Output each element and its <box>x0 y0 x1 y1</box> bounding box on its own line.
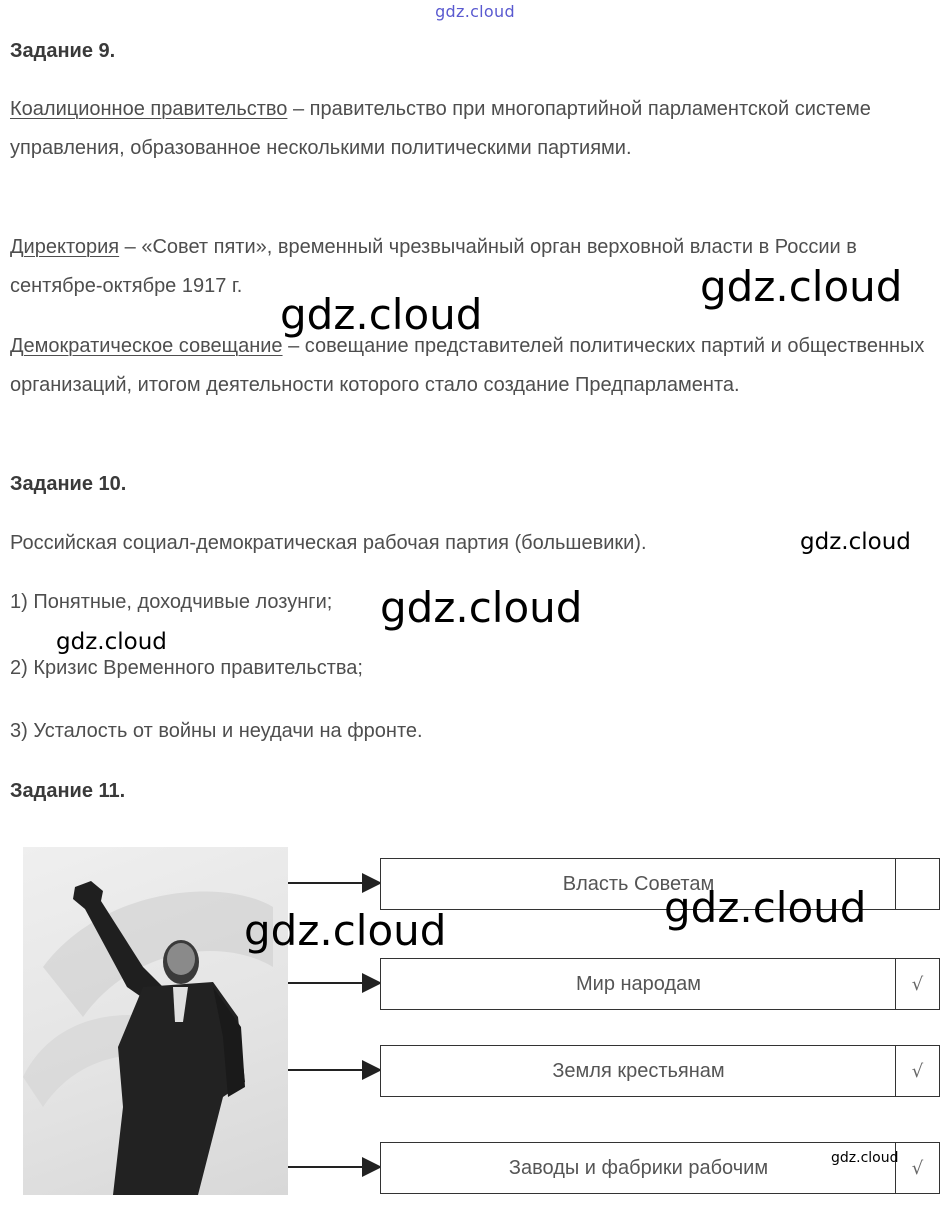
reason-item: 2) Кризис Временного правительства; <box>10 657 363 679</box>
slogan-label: Власть Советам <box>562 872 715 895</box>
watermark: gdz.cloud <box>800 529 911 555</box>
term-directory: Директория <box>10 236 120 258</box>
slogan-label: Заводы и фабрики рабочим <box>508 1156 769 1179</box>
party-answer: Российская социал-демократическая рабочая партия (большевики). <box>10 532 647 554</box>
reason-item: 3) Усталость от войны и неудачи на фронте. <box>10 720 423 742</box>
watermark: gdz.cloud <box>664 883 867 932</box>
task-9-title: Задание 9. <box>10 40 116 62</box>
watermark: gdz.cloud <box>380 583 583 632</box>
slogan-row <box>380 958 940 1010</box>
slogan-label: Мир народам <box>575 972 702 995</box>
lenin-photo <box>23 847 288 1195</box>
watermark: gdz.cloud <box>700 262 903 311</box>
check-mark: √ <box>895 959 939 1009</box>
definition-text: – совещание представителей политических партий и общественных организаций, итогом деятельности которого стало создание Предпарламента. <box>10 335 925 396</box>
task-10-title: Задание 10. <box>10 473 127 495</box>
speaker-silhouette <box>23 847 288 1195</box>
task-11-title: Задание 11. <box>10 780 126 802</box>
watermark: gdz.cloud <box>56 629 167 655</box>
definition-text: – правительство при многопартийной парламентской системе управления, образованное несколькими политическими партиями. <box>10 98 871 159</box>
reason-item: 1) Понятные, доходчивые лозунги; <box>10 591 333 613</box>
watermark: gdz.cloud <box>831 1150 899 1166</box>
slogan-label: Земля крестьянам <box>552 1059 725 1082</box>
check-mark: √ <box>895 1143 939 1193</box>
slogan-row <box>380 1045 940 1097</box>
check-mark: √ <box>895 1046 939 1096</box>
definition-coalition <box>10 90 930 168</box>
check-cell <box>895 859 939 909</box>
term-democratic-conference: Демократическое совещание <box>10 335 283 357</box>
term-coalition-government: Коалиционное правительство <box>10 98 288 120</box>
site-mark: gdz.cloud <box>435 2 515 21</box>
watermark: gdz.cloud <box>244 906 447 955</box>
watermark: gdz.cloud <box>280 290 483 339</box>
definition-text: – «Совет пяти», временный чрезвычайный орган верховной власти в России в сентябре-октябре 1917 г. <box>10 236 857 297</box>
